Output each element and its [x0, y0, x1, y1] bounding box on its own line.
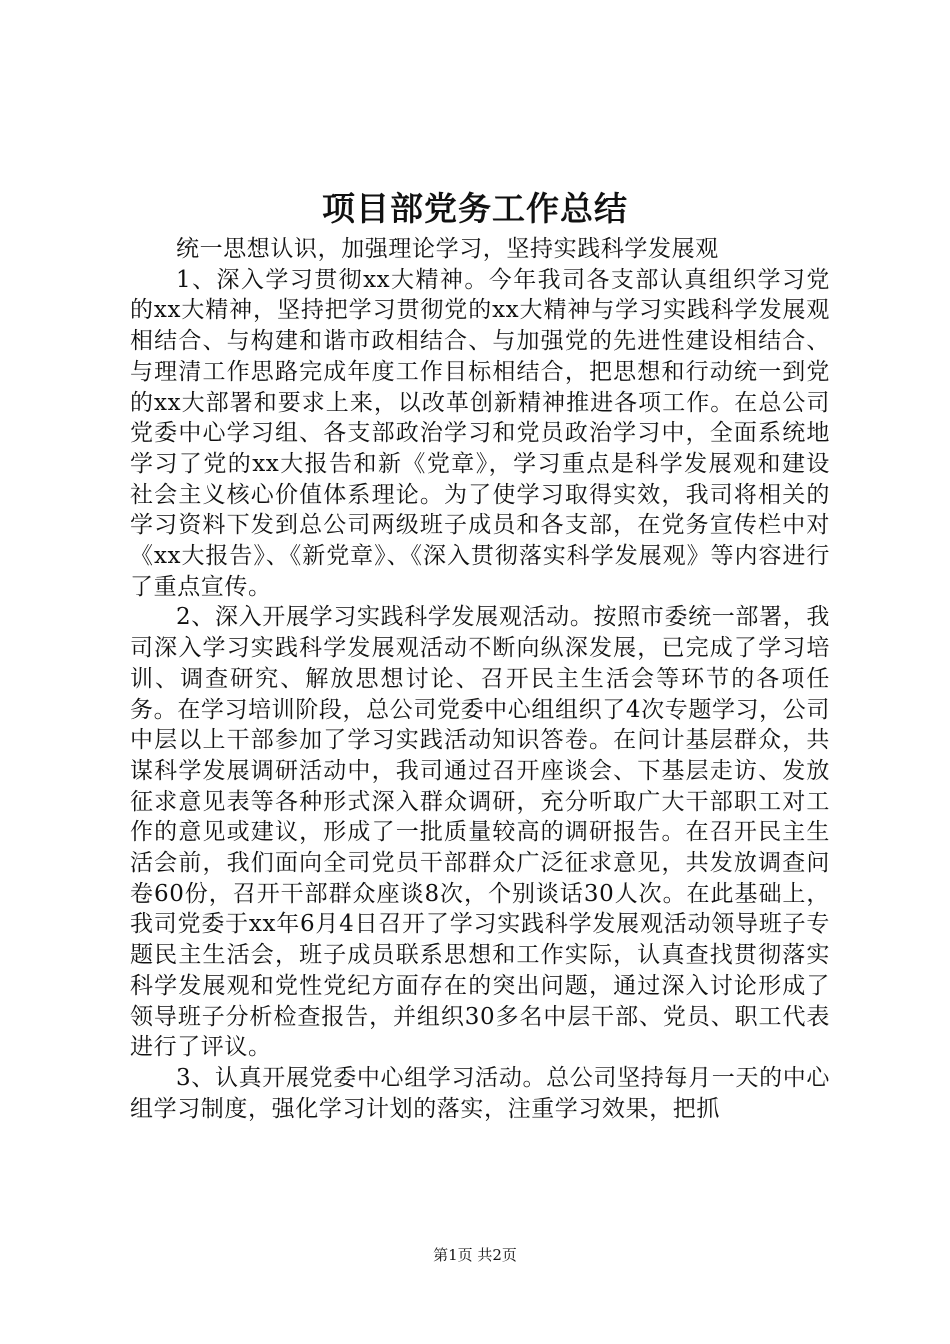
document-title: 项目部党务工作总结	[322, 189, 628, 228]
page-footer: 第1页 共2页	[433, 1246, 517, 1264]
paragraph-3: 3、认真开展党委中心组学习活动。总公司坚持每月一天的中心组学习制度，强化学习计划的落实，注重学习效果，把抓	[130, 1064, 830, 1122]
document-body	[130, 234, 830, 1124]
section-heading: 统一思想认识，加强理论学习，坚持实践科学发展观	[176, 236, 719, 262]
paragraph-2: 2、深入开展学习实践科学发展观活动。按照市委统一部署，我司深入学习实践科学发展观活动不断向纵深发展，已完成了学习培训、调查研究、解放思想讨论、召开民主生活会等环节的各项任务。在学习培训阶段，总公司党委中心组组织了4次专题学习，公司中层以上干部参加了学习实践活动知识答卷。在问计基层群众，共谋科学发展调研活动中，我司通过召开座谈会、下基层走访、发放征求意见表等各种形式深入群众调研，充分听取广大干部职工对工作的意见或建议，形成了一批质量较高的调研报告。在召开民主生活会前，我们面向全司党员干部群众广泛征求意见，共发放调查问卷60份，召开干部群众座谈8次，个别谈话30人次。在此基础上，我司党委于xx年6月4日召开了学习实践科学发展观活动领导班子专题民主生活会，班子成员联系思想和工作实际，认真查找贯彻落实科学发展观和党性党纪方面存在的突出问题，通过深入讨论形成了领导班子分析检查报告，并组织30多名中层干部、党员、职工代表进行了评议。	[130, 604, 830, 1061]
paragraph-1: 1、深入学习贯彻xx大精神。今年我司各支部认真组织学习党的xx大精神，坚持把学习贯彻党的xx大精神与学习实践科学发展观相结合、与构建和谐市政相结合、与加强党的先进性建设相结合、与理清工作思路完成年度工作目标相结合，把思想和行动统一到党的xx大部署和要求上来，以改革创新精神推进各项工作。在总公司党委中心学习组、各支部政治学习和党员政治学习中，全面系统地学习了党的xx大报告和新《党章》，学习重点是科学发展观和建设社会主义核心价值体系理论。为了使学习取得实效，我司将相关的学习资料下发到总公司两级班子成员和各支部，在党务宣传栏中对《xx大报告》、《新党章》、《深入贯彻落实科学发展观》等内容进行了重点宣传。	[130, 266, 830, 600]
